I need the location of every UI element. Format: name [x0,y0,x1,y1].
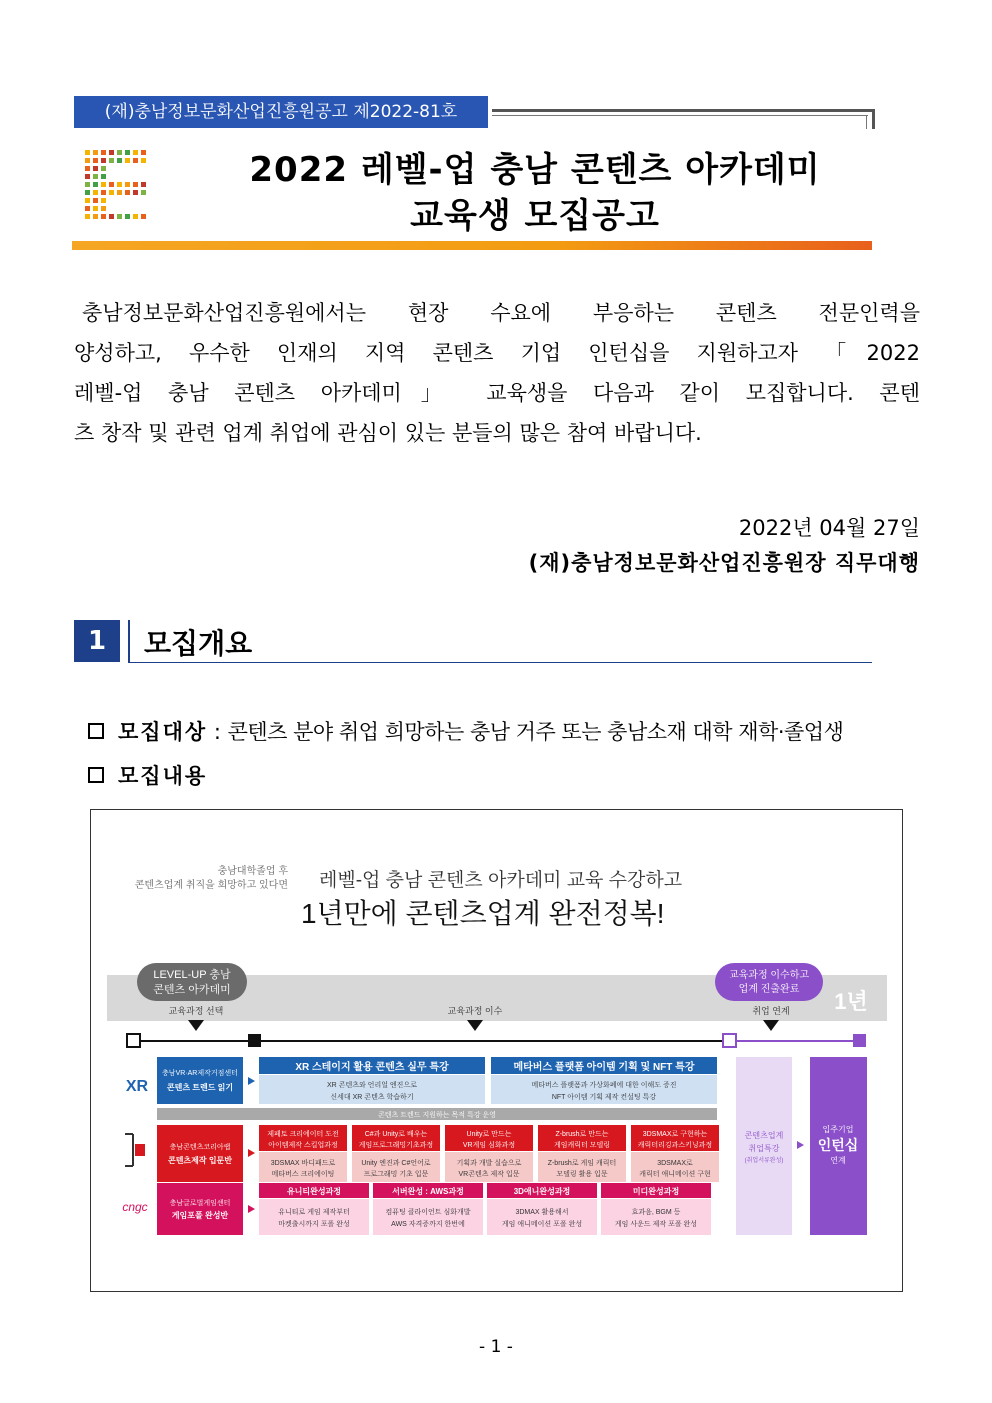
section-underline [128,662,872,663]
section-title: 모집개요 [144,627,253,660]
logo-dot [133,190,138,195]
internship-text: 연계 [830,1156,846,1165]
year-label: 1년 [834,989,868,1014]
end-bubble-text: 업계 진출완료 [738,984,800,995]
section-number: 1 [74,620,120,662]
logo-dot [85,166,90,171]
internship-title: 인턴십 [817,1137,859,1153]
logo-dot [109,214,114,219]
timeline-arrow-down-icon [467,1020,483,1031]
course-desc: XR 콘텐츠와 언리얼 엔진으로 [327,1082,417,1089]
logo-dot [133,150,138,155]
header-rule-thin [492,115,868,116]
program-box-game [157,1183,243,1235]
notice-number-tag: (재)충남정보문화산업진흥원공고 제2022-81호 [74,96,488,128]
checkbox-square-icon [88,723,104,739]
header-rule-corner-thin [866,115,867,129]
end-bubble [715,963,823,1001]
timeline-node [853,1034,866,1047]
course-desc: 3DSMAX 바디패드로 [270,1160,336,1167]
logo-dot [125,150,130,155]
logo-dot [101,150,106,155]
course-desc: 3DMAX 활용해서 [515,1209,569,1216]
logo-dot [125,182,130,187]
timeline-label: 취업 연계 [752,1006,790,1016]
headline-main: 1년만에 콘텐츠업계 완전정복! [301,898,665,929]
course-title: 게임캐릭터 모델링 [553,1142,611,1149]
course-desc: Z-brush로 게임 캐릭터 [547,1160,617,1167]
timeline-label: 교육과정 선택 [168,1006,224,1016]
logo-dot [125,158,130,163]
logo-dot [93,198,98,203]
logo-dot [85,158,90,163]
course-desc-box [487,1199,597,1235]
page-subtitle: 교육생 모집공고 [410,196,660,236]
intro-line: 충남정보문화산업진흥원에서는 현장 수요에 부응하는 콘텐츠 전문인력을 [82,301,920,325]
course-title: 캐릭터리깅과스키닝과정 [637,1142,713,1149]
start-bubble-text: 콘텐츠 아카데미 [153,984,231,996]
intro-line: 츠 창작 및 관련 업계 취업에 관심이 있는 분들의 많은 참여 바랍니다. [74,421,702,445]
course-desc: 마켓출시까지 포폴 완성 [278,1221,350,1228]
course-title: 유니티완성과정 [286,1187,342,1196]
checkbox-square-icon [88,767,104,783]
logo-dot [101,214,106,219]
program-name: 게임포폴 완성반 [171,1211,229,1220]
course-desc: 기획과 개발 실습으로 [456,1160,522,1167]
org-name: 충남글로벌게임센터 [169,1200,231,1207]
logo-dot [101,174,106,179]
course-desc: 게임 사운드 제작 포폴 완성 [614,1221,698,1228]
logo-dot [85,206,90,211]
timeline-arrow-down-icon [763,1020,779,1031]
program-name: 콘텐츠 트렌드 읽기 [166,1083,234,1092]
course-desc: 컴퓨팅 클라이언트 심화개발 [385,1209,471,1216]
course-desc: 메타버스 플랫폼과 가상화폐에 대한 이해도 증진 [531,1082,677,1089]
timeline-node [723,1034,736,1047]
logo-dot [133,158,138,163]
side-note: 콘텐츠업계 취직을 희망하고 있다면 [134,880,288,891]
logo-dot [101,158,106,163]
course-desc: VR콘텐츠 제작 입문 [458,1171,520,1178]
course-title: 제페토 크리에이터 도전 [267,1131,339,1138]
intro-line: 레벨-업 충남 콘텐츠 아카데미」 교육생을 다음과 같이 모집합니다. 콘텐 [74,381,920,405]
logo-dot [85,174,90,179]
page-number: - 1 - [479,1337,513,1357]
page-title: 2022 레벨-업 충남 콘텐츠 아카데미 [249,150,821,190]
logo-dot [133,214,138,219]
logo-dot [125,214,130,219]
logo-dot [141,214,146,219]
logo-dot [117,182,122,187]
logo-dot [85,182,90,187]
logo-dot [93,150,98,155]
course-title: 3D애니완성과정 [513,1187,571,1196]
bullet-item [88,716,843,746]
xr-logo: XR [125,1078,149,1095]
logo-dot [109,190,114,195]
logo-dot [141,182,146,187]
arrow-right-icon [248,1205,255,1213]
course-title: 서버완성 : AWS과정 [392,1187,464,1196]
logo-dot [109,158,114,163]
logo-dot [109,182,114,187]
course-title: C#과 Unity로 배우는 [364,1131,428,1138]
arrow-right-icon [248,1149,255,1157]
bullet-separator: : [207,720,228,744]
intro-line: 양성하고, 우수한 인재의 지역 콘텐츠 기업 인턴십을 지원하고자 「2022 [74,341,920,365]
timeline-node [127,1034,140,1047]
timeline-arrow-down-icon [188,1020,204,1031]
internship-text: 입주기업 [822,1125,854,1134]
logo-dot [93,166,98,171]
section-divider [128,620,130,662]
side-note: 충남대학졸업 후 [217,866,288,877]
special-lecture-note: (취업서류완성) [744,1158,784,1164]
logo-dot [93,174,98,179]
course-desc-box [259,1199,369,1235]
course-title: 3DSMAX로 구현하는 [642,1131,708,1138]
course-desc: 게임 애니메이션 포폴 완성 [501,1221,583,1228]
course-desc: 프로그래밍 기초 입문 [363,1171,429,1178]
course-desc-box [601,1199,711,1235]
logo-dot [117,190,122,195]
logo-dot [101,206,106,211]
announcement-date: 2022년 04월 27일 [738,516,920,540]
course-title: 메타버스 플랫폼 아이템 기획 및 NFT 특강 [513,1062,695,1073]
program-name: 콘텐츠제작 입문반 [167,1156,233,1165]
logo-dot [85,150,90,155]
logo-dot [117,214,122,219]
bullet-label: 모집내용 [118,764,208,788]
logo-dot [93,214,98,219]
headline-sub: 레벨-업 충남 콘텐츠 아카데미 교육 수강하고 [319,870,683,891]
course-desc: Unity 엔진과 C#언어로 [361,1160,431,1167]
logo-dot [101,182,106,187]
course-desc: 모델링 활용 입문 [556,1171,608,1178]
announcement-signer: (재)충남정보문화산업진흥원장 직무대행 [528,551,920,575]
timeline-node [248,1034,261,1047]
program-box-content [157,1125,243,1182]
course-desc: NFT 아이템 기획 제작 컨설팅 특강 [551,1094,657,1101]
logo-dot [101,166,106,171]
course-desc: AWS 자격증까지 한번에 [391,1221,465,1228]
course-desc: 캐릭터 애니메이션 구현 [639,1171,711,1178]
logo-dot [93,182,98,187]
dot-logo-icon [84,150,154,222]
course-title: 게임프로그래밍기초과정 [358,1142,434,1149]
course-desc: 3DSMAX로 [657,1160,693,1167]
logo-dot [109,150,114,155]
course-title: Z-brush로 만드는 [555,1131,609,1138]
intro-paragraph [74,293,920,453]
arrow-right-icon [248,1077,255,1085]
special-lecture-text: 취업특강 [748,1144,780,1153]
content-lab-logo [125,1134,145,1166]
logo-dot [85,214,90,219]
logo-dot [125,190,130,195]
title-underline [72,241,872,250]
timeline-label: 교육과정 이수 [447,1006,503,1016]
logo-dot [85,198,90,203]
logo-dot [93,158,98,163]
logo-dot [93,190,98,195]
bullet-label: 모집대상 [118,720,208,744]
course-title: VR게임 심화과정 [462,1142,516,1149]
course-title: Unity로 만드는 [466,1131,512,1138]
bullet-item [88,760,207,790]
arrow-right-icon [797,1141,804,1149]
header-rule [492,109,874,112]
trend-bar-text: 콘텐츠 트렌드 지원하는 목적 특강 운영 [378,1112,496,1119]
course-desc: 유니티로 게임 제작부터 [278,1209,350,1216]
special-lecture-text: 콘텐츠업계 [744,1131,784,1140]
course-title: XR 스테이지 활용 콘텐츠 실무 특강 [295,1062,449,1073]
logo-dot [93,206,98,211]
end-bubble-text: 교육과정 이수하고 [728,970,810,981]
logo-dot [141,158,146,163]
program-box-xr [157,1057,243,1104]
course-desc: 신세대 XR 콘텐츠 학습하기 [330,1094,414,1101]
logo-dot [101,190,106,195]
course-desc: 메타버스 크리에이팅 [271,1171,335,1178]
header-rule-corner [872,109,875,129]
cngc-logo: cngc [122,1200,148,1214]
course-desc: 효과음, BGM 등 [631,1209,681,1216]
infographic-canvas [91,810,902,1291]
course-title: 아이템제작 스킬업과정 [268,1142,338,1149]
program-infographic [90,809,903,1292]
logo-dot [141,190,146,195]
course-desc-box [373,1199,483,1235]
bullet-text: 콘텐츠 분야 취업 희망하는 충남 거주 또는 충남소재 대학 재학·졸업생 [227,720,844,744]
start-bubble-text: LEVEL-UP 충남 [153,969,231,981]
logo-dot [85,190,90,195]
logo-dot [101,198,106,203]
logo-dot [141,150,146,155]
course-title: 미디완성과정 [632,1187,680,1196]
org-name: 충남콘텐츠코리아랩 [169,1144,231,1151]
logo-dot [133,182,138,187]
org-name: 충남VR·AR제작거점센터 [162,1070,238,1077]
logo-dot [117,150,122,155]
logo-dot [117,158,122,163]
